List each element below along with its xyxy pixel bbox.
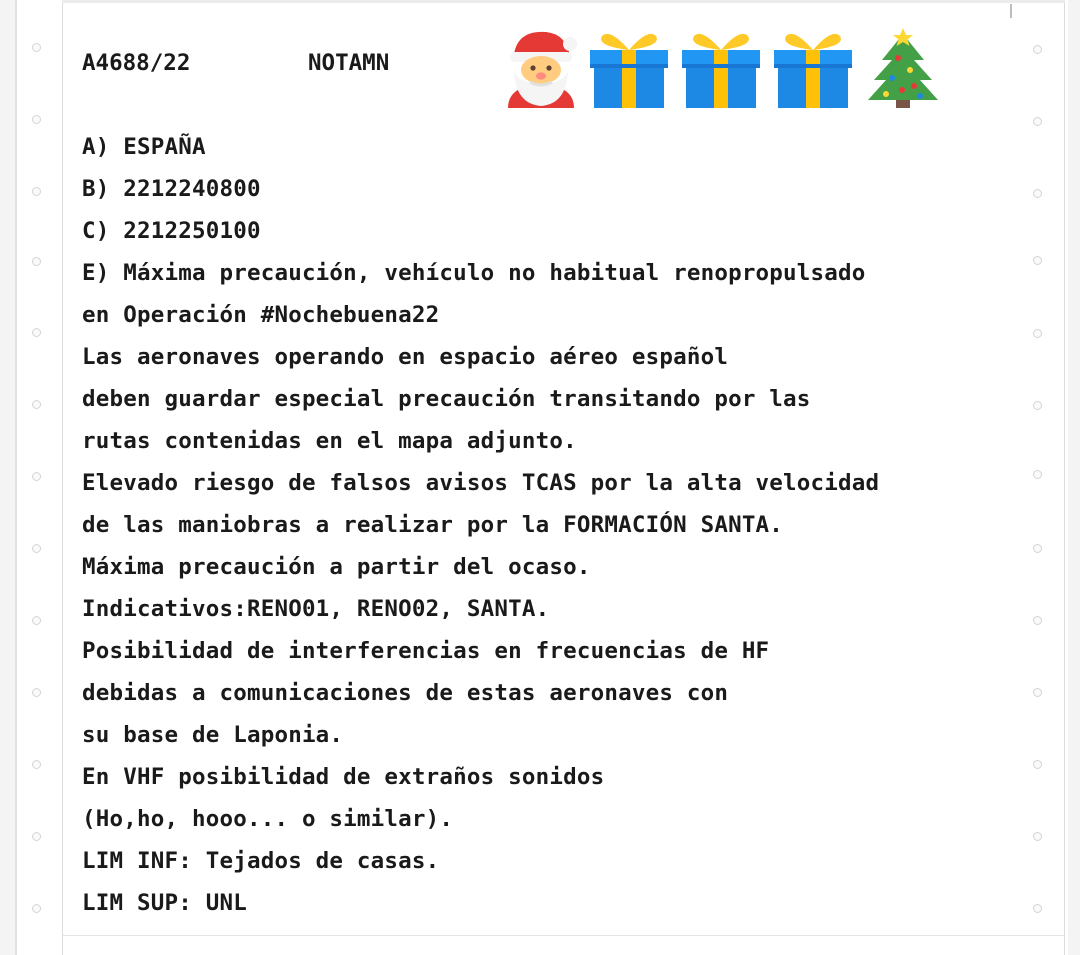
notam-text-line: Elevado riesgo de falsos avisos TCAS por la alta velocidad bbox=[82, 470, 880, 496]
notam-text-line: Las aeronaves operando en espacio aéreo español bbox=[82, 344, 729, 370]
binder-hole bbox=[32, 43, 41, 52]
notam-header bbox=[82, 42, 390, 84]
margin-rule bbox=[62, 0, 63, 955]
binder-hole bbox=[1033, 117, 1042, 126]
santa-claus-icon bbox=[500, 26, 582, 110]
top-edge bbox=[62, 0, 1065, 3]
notam-text-line: su base de Laponia. bbox=[82, 722, 344, 748]
bottom-edge bbox=[62, 935, 1065, 936]
binder-hole bbox=[32, 472, 41, 481]
binder-hole bbox=[32, 616, 41, 625]
notam-upper-limit: LIM SUP: UNL bbox=[82, 890, 247, 916]
notam-text-line: en Operación #Nochebuena22 bbox=[82, 302, 440, 328]
binder-hole bbox=[32, 328, 41, 337]
right-margin bbox=[1068, 0, 1080, 955]
emoji-decorations bbox=[500, 26, 940, 110]
notam-field-c: C) 2212250100 bbox=[82, 218, 261, 244]
christmas-tree-icon bbox=[862, 26, 944, 110]
notam-text-line: Indicativos:RENO01, RENO02, SANTA. bbox=[82, 596, 550, 622]
tick-mark bbox=[1010, 4, 1012, 18]
binder-hole bbox=[32, 257, 41, 266]
gift-icon bbox=[680, 26, 762, 110]
notam-field-e: E) Máxima precaución, vehículo no habitual renopropulsado bbox=[82, 260, 866, 286]
notam-field-b: B) 2212240800 bbox=[82, 176, 261, 202]
notam-lower-limit: LIM INF: Tejados de casas. bbox=[82, 848, 440, 874]
binder-hole bbox=[32, 760, 41, 769]
notam-text-line: debidas a comunicaciones de estas aeronaves con bbox=[82, 680, 729, 706]
notam-body bbox=[82, 126, 1052, 924]
left-margin bbox=[0, 0, 15, 955]
notam-text-line: (Ho,ho, hooo... o similar). bbox=[82, 806, 454, 832]
binder-hole bbox=[32, 904, 41, 913]
notam-text-line: Máxima precaución a partir del ocaso. bbox=[82, 554, 591, 580]
notam-text-line: deben guardar especial precaución transitando por las bbox=[82, 386, 811, 412]
notam-type: NOTAMN bbox=[308, 50, 390, 76]
notam-id: A4688/22 bbox=[82, 50, 191, 76]
binder-hole bbox=[1033, 45, 1042, 54]
notam-text-line: de las maniobras a realizar por la FORMACIÓN SANTA. bbox=[82, 512, 784, 538]
notam-text-line: En VHF posibilidad de extraños sonidos bbox=[82, 764, 605, 790]
binder-hole bbox=[32, 832, 41, 841]
binder-hole bbox=[32, 688, 41, 697]
gift-icon bbox=[588, 26, 670, 110]
binder-hole bbox=[32, 187, 41, 196]
notam-text-line: Posibilidad de interferencias en frecuencias de HF bbox=[82, 638, 770, 664]
margin-rule bbox=[15, 0, 17, 955]
binder-hole bbox=[32, 400, 41, 409]
margin-rule bbox=[1064, 0, 1065, 955]
gift-icon bbox=[772, 26, 854, 110]
notam-text-line: rutas contenidas en el mapa adjunto. bbox=[82, 428, 577, 454]
notam-field-a: A) ESPAÑA bbox=[82, 134, 206, 160]
binder-hole bbox=[32, 115, 41, 124]
binder-hole bbox=[32, 544, 41, 553]
